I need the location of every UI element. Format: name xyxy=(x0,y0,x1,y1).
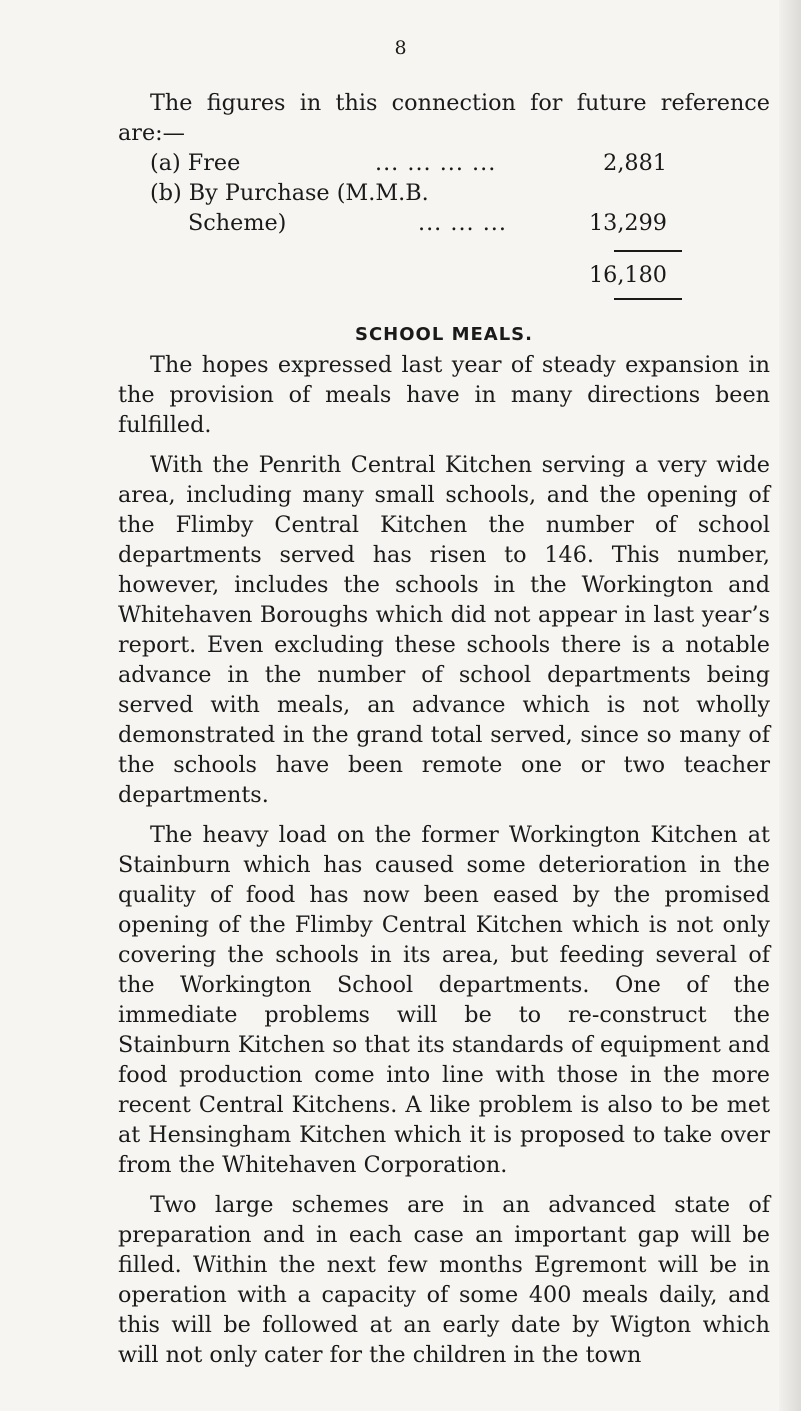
figure-row-purchase xyxy=(118,178,770,208)
page-number: 8 xyxy=(394,37,407,59)
figure-leader-dots: ... ... ... xyxy=(418,210,507,236)
section-heading: SCHOOL MEALS. xyxy=(355,324,533,345)
page-edge-shadow xyxy=(779,0,801,1411)
figure-label: (b) By Purchase (M.M.B. xyxy=(150,180,429,206)
total-row xyxy=(118,260,770,290)
figure-row-free xyxy=(118,148,770,178)
intro-paragraph: The figures in this connection for future reference are:— xyxy=(118,90,770,146)
page-content xyxy=(118,88,770,1370)
figure-leader-dots: ... ... ... ... xyxy=(375,150,497,176)
figure-label: (a) Free xyxy=(150,150,241,176)
body-paragraph: The hopes expressed last year of steady expansion in the provision of meals have in many directions been fulfilled. xyxy=(118,352,770,438)
figure-value: 2,881 xyxy=(603,150,667,176)
figure-row-scheme xyxy=(118,208,770,238)
total-value: 16,180 xyxy=(588,262,667,288)
figure-value: 13,299 xyxy=(588,210,667,236)
body-paragraph: With the Penrith Central Kitchen serving a very wide area, including many small schools, and the opening of the Flimby Central Kitchen the number of school departments served has risen to 146. This number, however, includes the schools in the Workington and Whitehaven Boroughs which did not appear in last year’s report. Even excluding these schools there is a notable advance in the number of school departments being served with meals, an advance which is not wholly demonstrated in the grand total served, since so many of the schools have been remote one or two teacher departments. xyxy=(118,452,770,808)
figure-label: Scheme) xyxy=(188,210,287,236)
body-paragraph: Two large schemes are in an advanced state of preparation and in each case an important gap will be filled. Within the next few months Egremont will be in operation with a capacity of some 400 meals daily, and this will be followed at an early date by Wigton which will not only cater for the children in the town xyxy=(118,1192,770,1368)
figures-list xyxy=(118,148,770,238)
body-paragraph: The heavy load on the former Workington Kitchen at Stainburn which has caused some deterioration in the quality of food has now been eased by the promised opening of the Flimby Central Kitchen which is not only covering the schools in its area, but feeding several of the Workington School departments. One of the immediate problems will be to re-construct the Stainburn Kitchen so that its standards of equipment and food production come into line with those in the more recent Central Kitchens. A like problem is also to be met at Hensingham Kitchen which it is proposed to take over from the Whitehaven Corporation. xyxy=(118,822,770,1178)
